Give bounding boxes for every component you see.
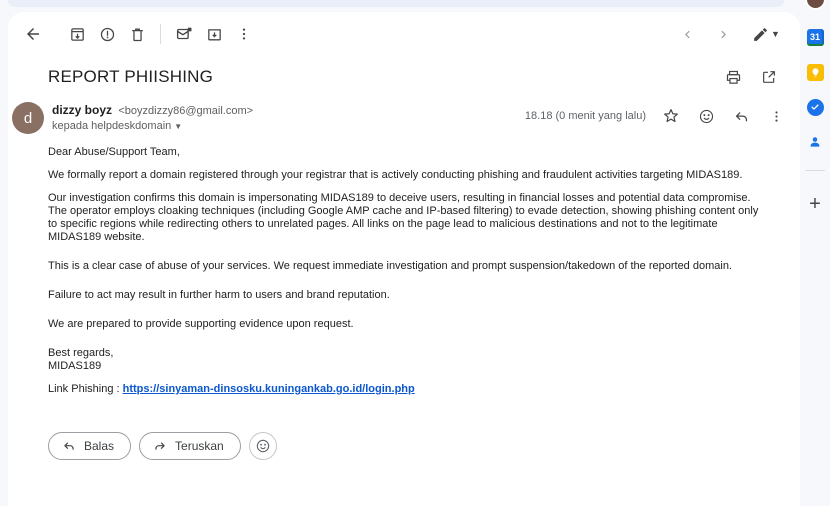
- recipient-text: kepada helpdeskdomain: [52, 120, 172, 132]
- more-options-icon[interactable]: [229, 19, 259, 49]
- body-paragraph: Our investigation confirms this domain is impersonating MIDAS189 to deceive users, resulting in financial losses and potential data compromise. The operator employs cloaking techniques (including Google AMP cache and IP-based filtering) to evade detection, showing phishing content only to specific regions while redirecting others to unrelated pages. All links on the page lead to malicious destinations and not to the legitimate MIDAS189 website.: [48, 192, 759, 243]
- phishing-link[interactable]: https://sinyaman-dinsosku.kuningankab.go.id/login.php: [122, 383, 415, 395]
- sidebar-divider: [805, 170, 825, 171]
- reply-button[interactable]: [48, 432, 131, 460]
- sender-block: [52, 102, 525, 132]
- companion-sidebar: [800, 0, 830, 506]
- timestamp: 18.18 (0 menit yang lalu): [524, 110, 646, 122]
- pen-dropdown-icon[interactable]: ▼: [771, 29, 780, 39]
- print-icon[interactable]: [722, 66, 744, 88]
- contacts-icon[interactable]: [800, 127, 830, 157]
- sender-name: dizzy boyz: [52, 103, 113, 117]
- move-to-icon[interactable]: [199, 19, 229, 49]
- link-label: Link Phishing :: [48, 383, 123, 395]
- email-reading-pane: [8, 12, 800, 506]
- message-more-icon[interactable]: [766, 106, 786, 126]
- body-paragraph: Failure to act may result in further harm to users and brand reputation.: [48, 289, 390, 301]
- forward-button[interactable]: [139, 432, 241, 460]
- signature-line: MIDAS189: [48, 360, 102, 372]
- reply-button-label: Balas: [84, 439, 115, 453]
- signature: [48, 347, 768, 373]
- calendar-date-label: 31: [807, 29, 824, 46]
- archive-icon[interactable]: [62, 19, 92, 49]
- back-icon[interactable]: [18, 19, 48, 49]
- toolbar-divider: [160, 24, 161, 44]
- get-add-ons-icon[interactable]: +: [800, 189, 830, 219]
- delete-icon[interactable]: [122, 19, 152, 49]
- body-paragraph: We are prepared to provide supporting evidence upon request.: [48, 318, 354, 330]
- message-header: [8, 96, 800, 134]
- open-in-new-icon[interactable]: [758, 66, 780, 88]
- keep-icon[interactable]: [800, 57, 830, 87]
- body-paragraph: Dear Abuse/Support Team,: [48, 146, 180, 158]
- sender-line: [52, 103, 525, 117]
- recipient-line[interactable]: [52, 120, 525, 132]
- reply-actions: [48, 406, 768, 460]
- tasks-icon[interactable]: [800, 92, 830, 122]
- emoji-reaction-icon[interactable]: [696, 106, 716, 126]
- report-spam-icon[interactable]: [92, 19, 122, 49]
- subject-row: [8, 56, 800, 96]
- email-subject: REPORT PHIISHING: [48, 67, 214, 86]
- add-reaction-button[interactable]: [249, 432, 277, 460]
- star-icon[interactable]: [661, 106, 681, 126]
- reply-icon[interactable]: [731, 106, 751, 126]
- sender-avatar[interactable]: d: [12, 102, 44, 134]
- message-meta: [525, 102, 786, 126]
- email-toolbar: [8, 12, 800, 56]
- signature-line: Best regards,: [48, 347, 114, 359]
- phishing-link-row: [48, 383, 768, 396]
- body-paragraph: This is a clear case of abuse of your services. We request immediate investigation and prompt suspension/takedown of the reported domain.: [48, 260, 732, 272]
- older-chevron-icon[interactable]: [708, 19, 738, 49]
- calendar-icon[interactable]: [800, 22, 830, 52]
- subject-icons: [722, 66, 780, 88]
- mark-unread-icon[interactable]: [169, 19, 199, 49]
- body-paragraph: We formally report a domain registered through your registrar that is actively conducting phishing and fraudulent activities targeting MIDAS189.: [48, 169, 743, 181]
- sender-email: <boyzdizzy86@gmail.com>: [118, 105, 254, 117]
- pen-icon[interactable]: [744, 19, 788, 49]
- forward-button-label: Teruskan: [175, 439, 224, 453]
- search-bar-remnant: [8, 0, 784, 7]
- email-body: [8, 134, 790, 460]
- toolbar-right-group: [672, 19, 788, 49]
- newer-chevron-icon[interactable]: [672, 19, 702, 49]
- details-caret-icon[interactable]: ▼: [174, 121, 183, 131]
